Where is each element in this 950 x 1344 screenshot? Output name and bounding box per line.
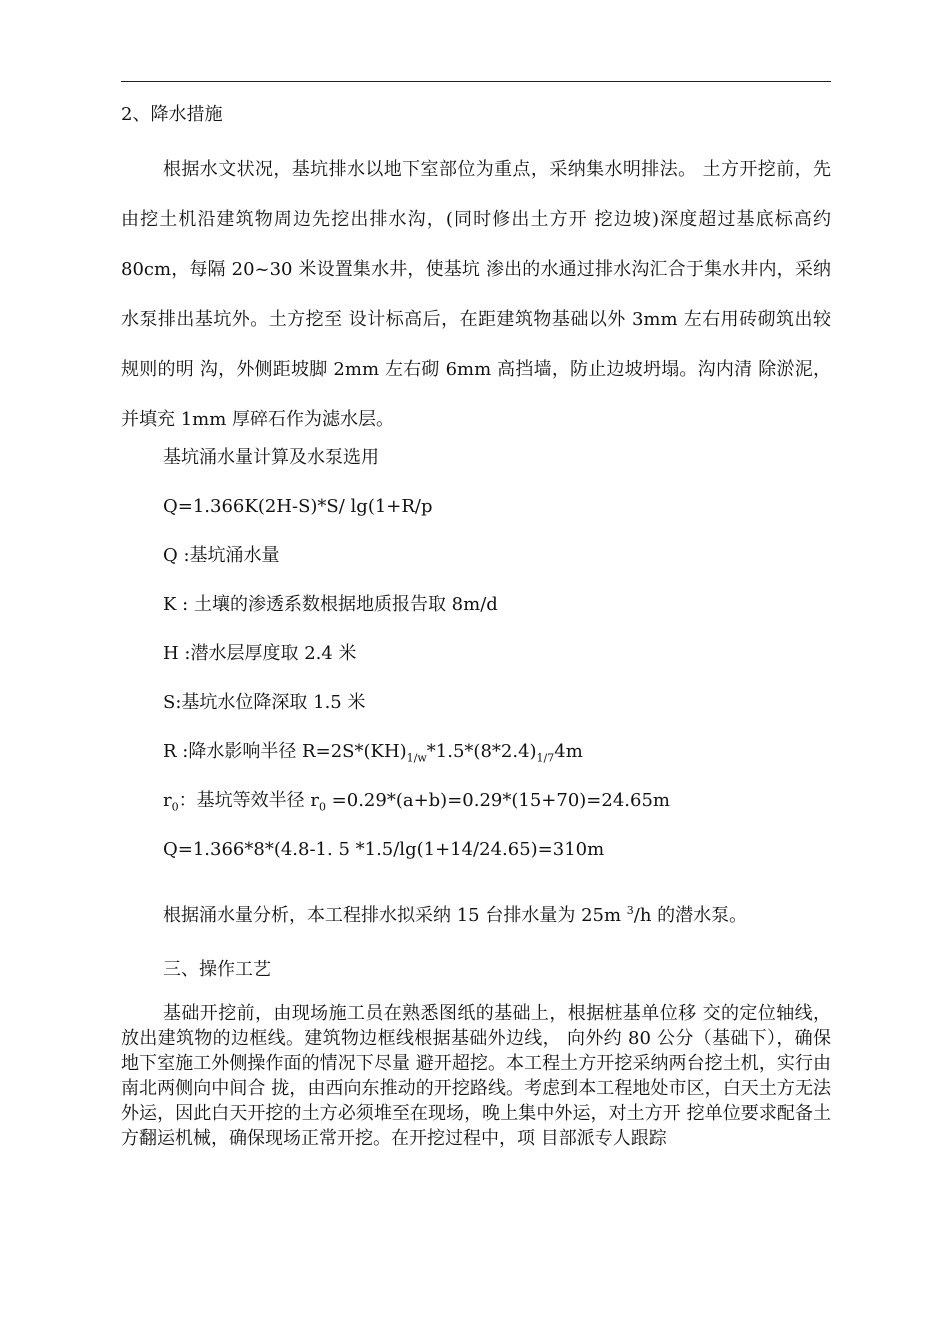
- header-rule: [121, 81, 831, 82]
- paragraph-dewatering: 根据水文状况，基坑排水以地下室部位为重点，采纳集水明排法。 土方开挖前，先由挖土机沿建筑物周边先挖出排水沟，(同时修出土方开 挖边坡)深度超过基底标高约 80cm，每隔 20~30 米设置集水井，使基坑 渗出的水通过排水沟汇合于集水井内，采纳水泵排出基坑外。土方挖至 设计标高后，在距建筑物基础以外 3mm 左右用砖砌筑出较规则的明 沟，外侧距坡脚 2mm 左右砌 6mm 高挡墙，防止边坡坍塌。沟内清 除淤泥，并填充 1mm 厚碎石作为滤水层。: [121, 159, 831, 430]
- paragraph-operation: 基础开挖前，由现场施工员在熟悉图纸的基础上，根据桩基单位移 交的定位轴线，放出建筑物的边框线。建筑物边框线根据基础外边线， 向外约 80 公分（基础下），确保地下室施工外侧操作面的情况下尽量 避开超挖。本工程土方开挖采纳两台挖土机，实行由南北两侧向中间合 拢，由西向东推动的开挖路线。考虑到本工程地处市区，白天土方无法 外运，因此白天开挖的土方必须堆至在现场，晚上集中外运，对土方开 挖单位要求配备土方翻运机械，确保现场正常开挖。在开挖过程中，项 目部派专人跟踪: [121, 1003, 831, 1149]
- paragraph-pump-selection: 根据涌水量分析，本工程排水拟采纳 15 台排水量为 25m $^3$/h 的潜水泵。: [163, 904, 748, 926]
- section3-title: 三、操作工艺: [163, 959, 271, 980]
- formula-k-def: K : 土壤的渗透系数根据地质报告取 8m/d: [163, 594, 498, 615]
- formula-q-def: Q :基坑涌水量: [163, 545, 280, 566]
- formula-q-main: Q=1.366K(2H-S)*S/ lg(1+R/p: [163, 496, 433, 517]
- document-body: [121, 100, 831, 1151]
- formula-h-def: H :潜水层厚度取 2.4 米: [163, 643, 357, 664]
- formula-r-def: R :降水影响半径 $R=2S*(KH)_{1/w}*1.5*(8*2.4)_{1/7}4m$: [163, 741, 583, 765]
- formula-q-result: Q=1.366*8*(4.8-1. 5 *1.5/lg(1+14/24.65)=310m: [163, 839, 605, 860]
- formula-s-def: S:基坑水位降深取 1.5 米: [163, 692, 366, 713]
- section-title: 2、降水措施: [121, 104, 223, 125]
- formula-r0-def: $r_0$：基坑等效半径 $r_0 =0.29*(a+b)=0.29*(15+70)=24.65m$: [163, 790, 670, 814]
- calc-title: 基坑涌水量计算及水泵选用: [163, 447, 379, 468]
